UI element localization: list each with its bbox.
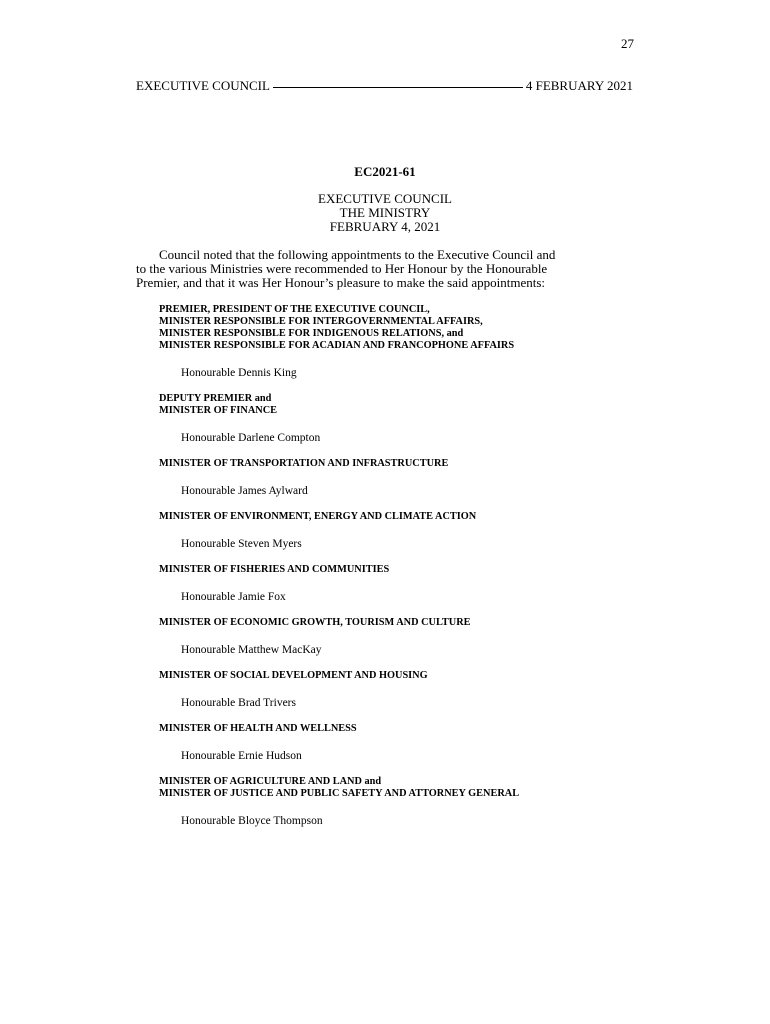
portfolio-line: MINISTER OF AGRICULTURE AND LAND and [159,776,382,787]
portfolio-line: MINISTER RESPONSIBLE FOR ACADIAN AND FRANCOPHONE AFFAIRS [159,340,515,351]
portfolio-line: MINISTER RESPONSIBLE FOR INDIGENOUS RELATIONS, and [159,328,464,339]
heading-line: EXECUTIVE COUNCIL [318,191,452,206]
appointment-entry [159,458,629,498]
portfolio-line: MINISTER OF JUSTICE AND PUBLIC SAFETY AND ATTORNEY GENERAL [159,788,520,799]
portfolio-title [159,723,629,735]
minister-name: Honourable Darlene Compton [181,432,321,444]
portfolio-line: MINISTER OF FINANCE [159,405,278,416]
appointment-entry [159,393,629,445]
minister-name: Honourable Brad Trivers [181,697,296,709]
portfolio-line: MINISTER OF FISHERIES AND COMMUNITIES [159,564,390,575]
minister-name: Honourable Dennis King [181,367,297,379]
order-number: EC2021-61 [354,164,416,179]
appointments-list [159,304,629,828]
appointment-entry [159,511,629,551]
portfolio-line: MINISTER OF HEALTH AND WELLNESS [159,723,357,734]
order-heading [0,192,770,234]
intro-line: Council noted that the following appointments to the Executive Council and [159,247,556,262]
minister-name: Honourable Steven Myers [181,538,302,550]
running-header-left: EXECUTIVE COUNCIL [136,78,270,93]
minister-name: Honourable James Aylward [181,485,308,497]
intro-paragraph [136,248,633,290]
portfolio-title [159,458,629,470]
appointment-entry [159,564,629,604]
minister-name: Honourable Bloyce Thompson [181,815,323,827]
portfolio-line: MINISTER OF TRANSPORTATION AND INFRASTRUCTURE [159,458,449,469]
minister-name: Honourable Ernie Hudson [181,750,302,762]
minister-name: Honourable Jamie Fox [181,591,286,603]
running-header [136,78,633,94]
appointment-entry [159,617,629,657]
appointment-entry [159,776,629,828]
intro-line: Premier, and that it was Her Honour’s pleasure to make the said appointments: [136,275,545,290]
portfolio-title [159,670,629,682]
heading-line: THE MINISTRY [339,205,431,220]
portfolio-line: PREMIER, PRESIDENT OF THE EXECUTIVE COUNCIL, [159,304,430,315]
appointment-entry [159,723,629,763]
portfolio-title [159,776,629,800]
portfolio-title [159,564,629,576]
portfolio-line: MINISTER OF ENVIRONMENT, ENERGY AND CLIMATE ACTION [159,511,477,522]
header-rule [273,87,523,88]
portfolio-title [159,617,629,629]
intro-line: to the various Ministries were recommended to Her Honour by the Honourable [136,261,548,276]
running-header-right: 4 FEBRUARY 2021 [525,78,633,93]
minister-name: Honourable Matthew MacKay [181,644,322,656]
heading-date: FEBRUARY 4, 2021 [329,219,441,234]
portfolio-line: MINISTER OF ECONOMIC GROWTH, TOURISM AND CULTURE [159,617,471,628]
portfolio-line: DEPUTY PREMIER and [159,393,272,404]
appointment-entry [159,304,629,380]
appointment-entry [159,670,629,710]
portfolio-title [159,511,629,523]
portfolio-line: MINISTER OF SOCIAL DEVELOPMENT AND HOUSING [159,670,428,681]
portfolio-title [159,304,629,352]
portfolio-title [159,393,629,417]
page-number: 27 [621,36,634,51]
portfolio-line: MINISTER RESPONSIBLE FOR INTERGOVERNMENTAL AFFAIRS, [159,316,483,327]
